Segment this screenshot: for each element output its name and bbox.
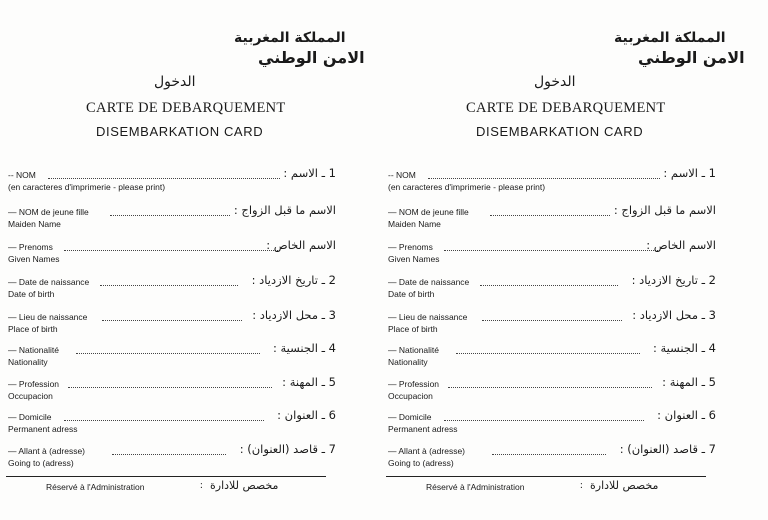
- footer-divider: [6, 476, 326, 477]
- field-going-to-label-fr: — Allant à (adresse): [8, 446, 86, 456]
- field-going-to[interactable]: [384, 444, 756, 484]
- field-place-of-birth-input-line[interactable]: [102, 320, 242, 321]
- field-date-of-birth-input-line[interactable]: [480, 285, 618, 286]
- field-going-to-label-ar: 7 ـ قاصد (العنوان) :: [619, 442, 716, 456]
- field-name[interactable]: [384, 168, 756, 208]
- field-date-of-birth-input-line[interactable]: [100, 285, 238, 286]
- field-name[interactable]: [4, 168, 376, 208]
- field-given-names-hint: Given Names: [8, 254, 60, 264]
- field-occupation-input-line[interactable]: [448, 387, 652, 388]
- field-maiden-name-input-line[interactable]: [110, 215, 230, 216]
- field-going-to-hint: Going to (adress): [388, 458, 454, 468]
- card-title-en: DISEMBARKATION CARD: [476, 124, 644, 139]
- field-going-to-label-fr: — Allant à (adresse): [388, 446, 466, 456]
- field-going-to-input-line[interactable]: [112, 454, 226, 455]
- card-title-fr: CARTE DE DEBARQUEMENT: [466, 100, 666, 116]
- reserved-colon: :: [580, 480, 583, 491]
- field-nationality-hint: Nationality: [8, 357, 48, 367]
- field-date-of-birth-hint: Date of birth: [8, 289, 55, 299]
- field-place-of-birth-label-ar: 3 ـ محل الازدياد :: [632, 308, 716, 322]
- field-name-label-ar: 1 ـ الاسم :: [283, 166, 336, 180]
- disembarkation-card-left: [4, 0, 376, 520]
- card-title-en: DISEMBARKATION CARD: [96, 124, 264, 139]
- field-nationality-input-line[interactable]: [76, 353, 260, 354]
- field-name-hint: (en caracteres d'imprimerie - please print): [388, 182, 546, 192]
- field-occupation-hint: Occupacion: [8, 391, 53, 401]
- field-permanent-address-label-ar: 6 ـ العنوان :: [277, 408, 336, 422]
- field-occupation-label-fr: — Profession: [8, 379, 60, 389]
- field-maiden-name-label-fr: — NOM de jeune fille: [388, 207, 469, 217]
- field-given-names-label-ar: الاسم الخاص :: [266, 238, 336, 252]
- reserved-colon: :: [200, 480, 203, 491]
- entry-heading: الدخول: [534, 74, 576, 90]
- field-nationality-label-ar: 4 ـ الجنسية :: [272, 341, 336, 355]
- field-permanent-address-label-fr: — Domicile: [8, 412, 52, 422]
- kingdom-heading: المملكة المغربية: [234, 30, 346, 46]
- national-security-heading: الامن الوطني: [258, 48, 365, 67]
- field-maiden-name-label-ar: الاسم ما قبل الزواج :: [233, 203, 336, 217]
- field-occupation-label-ar: 5 ـ المهنة :: [662, 375, 716, 389]
- field-permanent-address-hint: Permanent adress: [388, 424, 458, 434]
- entry-heading: الدخول: [154, 74, 196, 90]
- field-nationality-input-line[interactable]: [456, 353, 640, 354]
- kingdom-heading: المملكة المغربية: [614, 30, 726, 46]
- field-nationality-hint: Nationality: [388, 357, 428, 367]
- field-maiden-name-hint: Maiden Name: [388, 219, 441, 229]
- field-name-input-line[interactable]: [428, 178, 660, 179]
- disembarkation-card-right: [384, 0, 756, 520]
- reserved-administration-fr: Réservé à l'Administration: [46, 482, 145, 492]
- field-given-names-hint: Given Names: [388, 254, 440, 264]
- field-maiden-name-input-line[interactable]: [490, 215, 610, 216]
- field-maiden-name-label-fr: — NOM de jeune fille: [8, 207, 89, 217]
- field-date-of-birth-hint: Date of birth: [388, 289, 435, 299]
- field-place-of-birth-label-fr: — Lieu de naissance: [388, 312, 468, 322]
- card-title-fr: CARTE DE DEBARQUEMENT: [86, 100, 286, 116]
- field-name-label-ar: 1 ـ الاسم :: [663, 166, 716, 180]
- field-name-hint: (en caracteres d'imprimerie - please print): [8, 182, 166, 192]
- field-place-of-birth-input-line[interactable]: [482, 320, 622, 321]
- field-given-names-label-fr: — Prenoms: [388, 242, 433, 252]
- field-going-to-input-line[interactable]: [492, 454, 606, 455]
- field-name-label-fr: -- NOM: [8, 170, 36, 180]
- field-permanent-address-label-fr: — Domicile: [388, 412, 432, 422]
- field-given-names-label-ar: الاسم الخاص :: [646, 238, 716, 252]
- field-date-of-birth-label-fr: — Date de naissance: [388, 277, 470, 287]
- field-permanent-address-input-line[interactable]: [444, 420, 644, 421]
- field-nationality-label-fr: — Nationalité: [8, 345, 60, 355]
- field-name-label-fr: -- NOM: [388, 170, 416, 180]
- field-occupation-label-ar: 5 ـ المهنة :: [282, 375, 336, 389]
- field-name-input-line[interactable]: [48, 178, 280, 179]
- field-place-of-birth-hint: Place of birth: [8, 324, 58, 334]
- field-permanent-address-label-ar: 6 ـ العنوان :: [657, 408, 716, 422]
- reserved-administration-fr: Réservé à l'Administration: [426, 482, 525, 492]
- field-going-to-hint: Going to (adress): [8, 458, 74, 468]
- field-place-of-birth-hint: Place of birth: [388, 324, 438, 334]
- field-occupation-hint: Occupacion: [388, 391, 433, 401]
- field-date-of-birth-label-ar: 2 ـ تاريخ الازدياد :: [631, 273, 716, 287]
- footer-divider: [386, 476, 706, 477]
- field-nationality-label-ar: 4 ـ الجنسية :: [652, 341, 716, 355]
- field-date-of-birth-label-fr: — Date de naissance: [8, 277, 90, 287]
- field-going-to-label-ar: 7 ـ قاصد (العنوان) :: [239, 442, 336, 456]
- field-given-names-input-line[interactable]: [64, 250, 278, 251]
- reserved-administration-ar: مخصص للادارة: [210, 479, 279, 492]
- reserved-administration-ar: مخصص للادارة: [590, 479, 659, 492]
- field-place-of-birth-label-fr: — Lieu de naissance: [8, 312, 88, 322]
- field-given-names-label-fr: — Prenoms: [8, 242, 53, 252]
- field-date-of-birth-label-ar: 2 ـ تاريخ الازدياد :: [251, 273, 336, 287]
- field-maiden-name-hint: Maiden Name: [8, 219, 61, 229]
- field-going-to[interactable]: [4, 444, 376, 484]
- field-permanent-address-hint: Permanent adress: [8, 424, 78, 434]
- field-occupation-label-fr: — Profession: [388, 379, 440, 389]
- field-maiden-name-label-ar: الاسم ما قبل الزواج :: [613, 203, 716, 217]
- national-security-heading: الامن الوطني: [638, 48, 745, 67]
- field-place-of-birth-label-ar: 3 ـ محل الازدياد :: [252, 308, 336, 322]
- field-given-names-input-line[interactable]: [444, 250, 658, 251]
- field-occupation-input-line[interactable]: [68, 387, 272, 388]
- field-permanent-address-input-line[interactable]: [64, 420, 264, 421]
- field-nationality-label-fr: — Nationalité: [388, 345, 440, 355]
